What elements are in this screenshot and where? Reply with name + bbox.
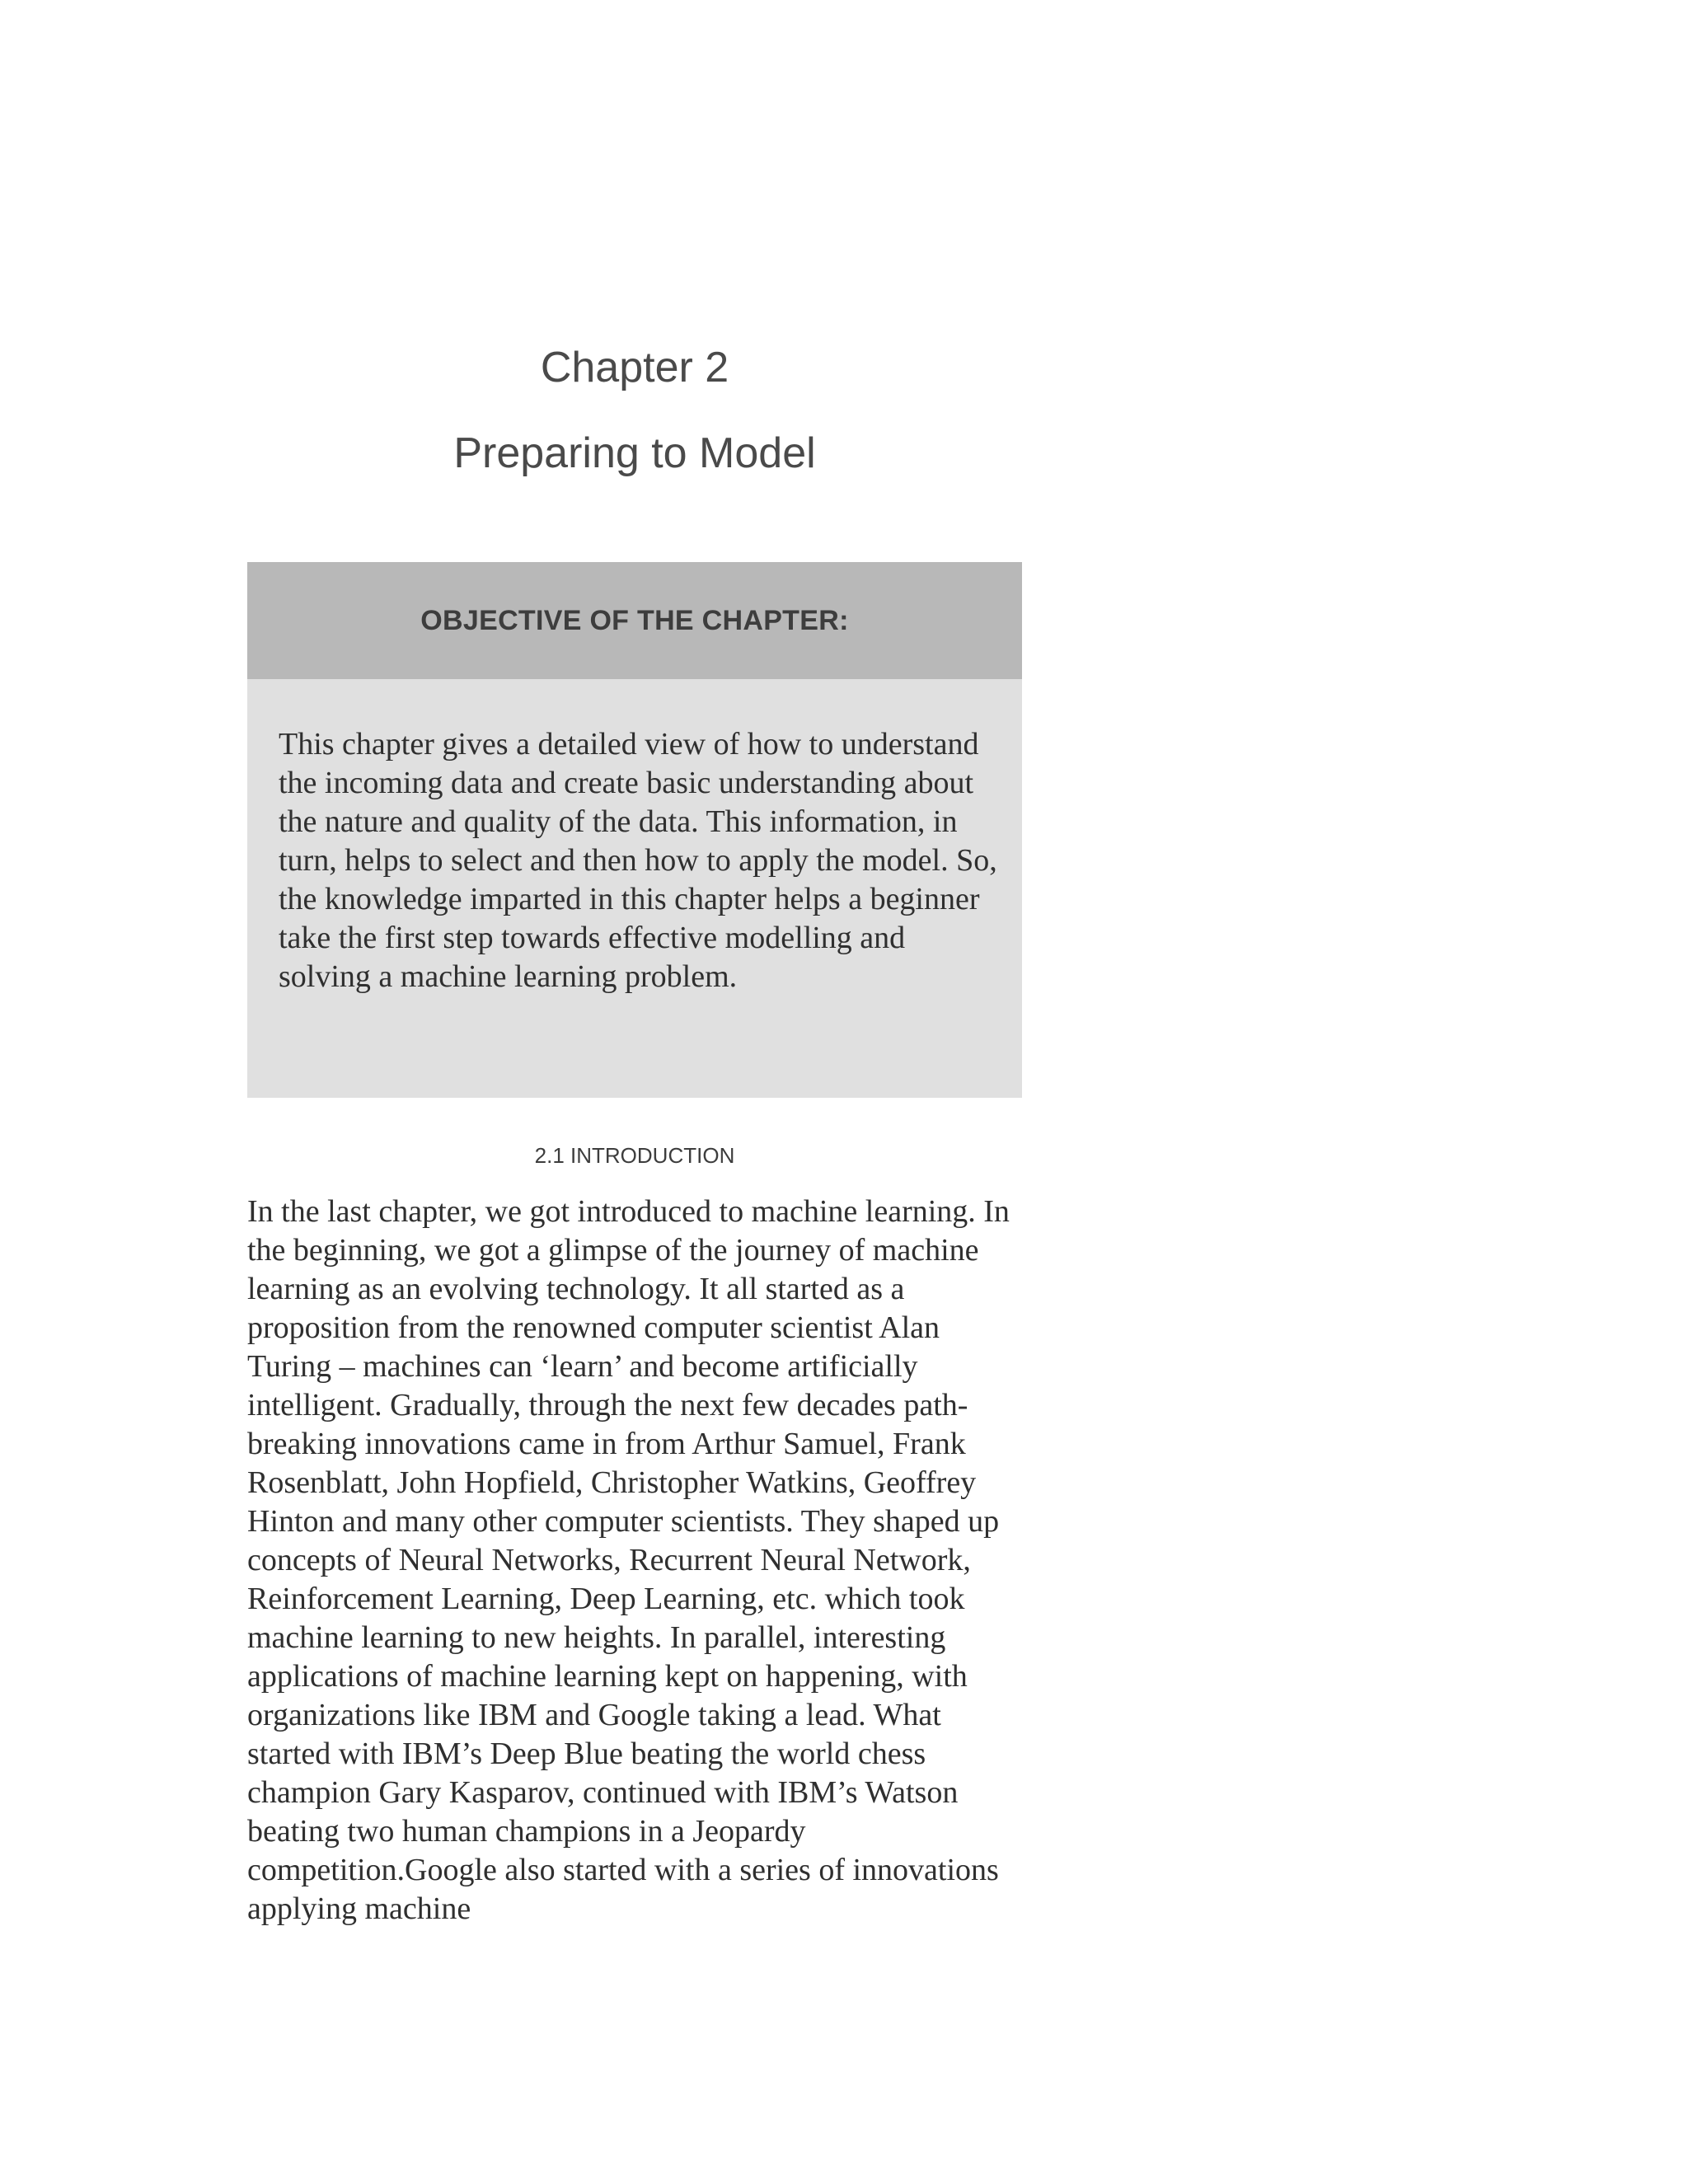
objective-box: [247, 562, 1022, 1098]
chapter-number: Chapter 2: [540, 344, 729, 391]
objective-header-bar: [247, 562, 1022, 679]
body-paragraph: In the last chapter, we got introduced to machine learning. In the beginning, we got a glimpse of the journey of machine learning as an evolving technology. It all started as a proposition from the renowned computer scientist Alan Turing – machines can ‘learn’ and become artificially intelligent. Gradually, through the next few decades path-breaking innovations came in from Arthur Samuel, Frank Rosenblatt, John Hopfield, Christopher Watkins, Geoffrey Hinton and many other computer scientists. They shaped up concepts of Neural Networks, Recurrent Neural Network, Reinforcement Learning, Deep Learning, etc. which took machine learning to new heights. In parallel, interesting applications of machine learning kept on happening, with organizations like IBM and Google taking a lead. What started with IBM’s Deep Blue beating the world chess champion Gary Kasparov, continued with IBM’s Watson beating two human champions in a Jeopardy competition.Google also started with a series of innovations applying machine: [247, 1194, 1010, 1926]
objective-text: This chapter gives a detailed view of how to understand the incoming data and create basic understanding about the nature and quality of the data. This information, in turn, helps to select and then how to apply the model. So, the knowledge imparted in this chapter helps a beginner take the first step towards effective modelling and solving a machine learning problem.: [279, 727, 997, 994]
objective-heading: OBJECTIVE OF THE CHAPTER:: [420, 604, 849, 636]
chapter-title: Preparing to Model: [453, 429, 816, 477]
section-heading: 2.1 INTRODUCTION: [534, 1143, 735, 1168]
